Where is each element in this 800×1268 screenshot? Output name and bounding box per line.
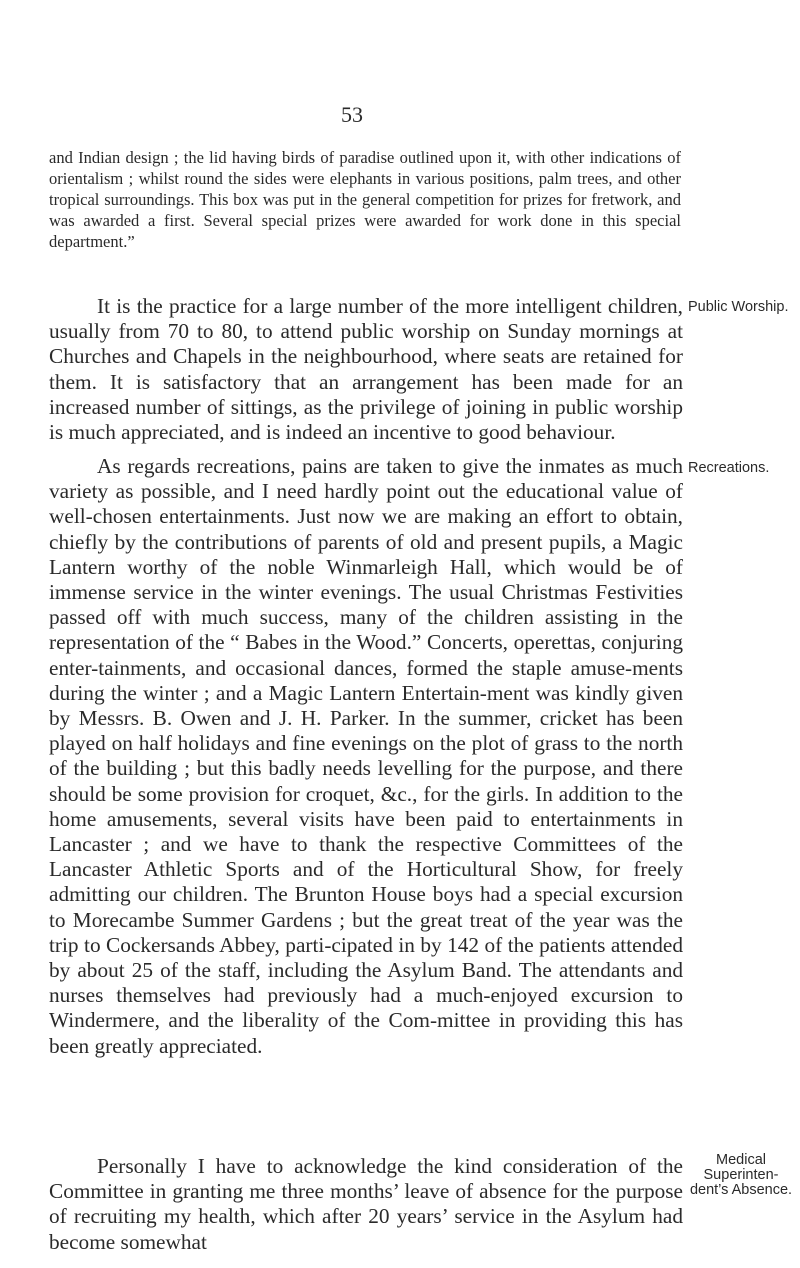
page-number: 53 (341, 102, 363, 127)
margin-note-medical-line1: Medical (716, 1152, 766, 1168)
public-worship-paragraph: It is the practice for a large number of the more intelligent children, usually from 70 to 80, to attend public worship on Sunday mornings at Churches and Chapels in the neighbourhood, where seats are retained for them. It is satisfactory that an arrangement has been made for an increased number of sittings, as the privilege of joining in public worship is much appreciated, and is indeed an incentive to good behaviour. (49, 294, 683, 445)
intro-paragraph: and Indian design ; the lid having birds of paradise outlined upon it, with other indications of orientalism ; whilst round the sides were elephants in various positions, palm trees, and other tropical surroundings. This box was put in the general competition for prizes for fretwork, and was awarded a first. Several special prizes were awarded for work done in this special department.” (49, 148, 681, 251)
margin-note-recreations: Recreations. (688, 460, 770, 476)
margin-note-medical-absence (688, 1153, 794, 1198)
medical-absence-paragraph: Personally I have to acknowledge the kind consideration of the Committee in granting me three months’ leave of absence for the purpose of recruiting my health, which after 20 years’ service in the Asylum had become somewhat (49, 1154, 683, 1254)
margin-note-medical-line3: dent’s Absence. (689, 1182, 793, 1198)
recreations-paragraph: As regards recreations, pains are taken to give the inmates as much variety as possible, and I need hardly point out the educational value of well-chosen entertainments. Just now we are making an effort to obtain, chiefly by the contributions of parents of old and present pupils, a Magic Lantern worthy of the noble Winmarleigh Hall, which would be of immense service in the winter evenings. The usual Christmas Festivities passed off with much success, many of the children assisting in the representation of the “ Babes in the Wood.” Concerts, operettas, conjuring enter-tainments, and occasional dances, formed the staple amuse-ments during the winter ; and a Magic Lantern Entertain-ment was kindly given by Messrs. B. Owen and J. H. Parker. In the summer, cricket has been played on half holidays and fine evenings on the plot of grass to the north of the building ; but this badly needs levelling for the purpose, and there should be some provision for croquet, &c., for the girls. In addition to the home amusements, several visits have been paid to entertainments in Lancaster ; and we have to thank the respective Committees of the Lancaster Athletic Sports and of the Horticultural Show, for freely admitting our children. The Brunton House boys had a special excursion to Morecambe Summer Gardens ; but the great treat of the year was the trip to Cockersands Abbey, parti-cipated in by 142 of the patients attended by about 25 of the staff, including the Asylum Band. The attendants and nurses themselves had previously had a much-enjoyed excursion to Windermere, and the liberality of the Com-mittee in providing this has been greatly appreciated. (49, 454, 683, 1058)
margin-note-medical-line2: Superinten- (703, 1167, 779, 1183)
margin-note-public-worship: Public Worship. (688, 299, 789, 315)
